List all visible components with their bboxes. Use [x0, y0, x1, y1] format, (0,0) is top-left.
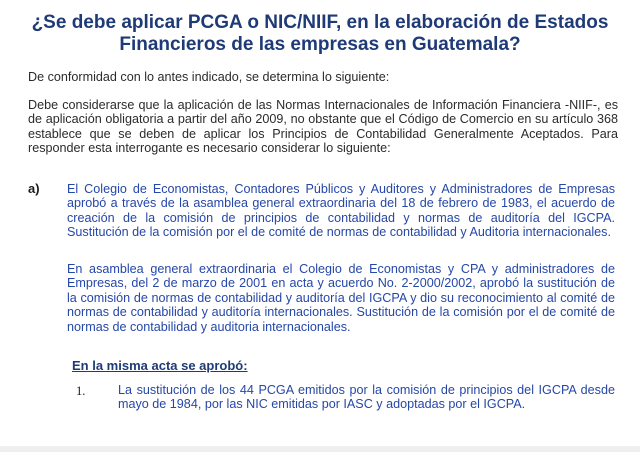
section-a-paragraph-2: En asamblea general extraordinaria el Colegio de Economistas y CPA y administradores de Empresas, del 2 de marzo de 2001 en acta y acuerdo No. 2-2000/2002, aprobó la sustitución de la comisión de normas de contabilidad y auditoría del IGCPA y dio su reconocimiento al comité de normas de contabilidad y auditoría internacionales. Sustitución de la comisión por el de comité de normas de contabilidad y auditoria internacionales.: [67, 262, 615, 334]
page-bottom-edge: [0, 446, 640, 452]
section-a-paragraph-1: El Colegio de Economistas, Contadores Públicos y Auditores y Administradores de Empresas aprobó a través de la asamblea general extraordinaria del 18 de febrero de 1983, el acuerdo de creación de la comisión de principios de contabilidad y normas de auditoría del IGCPA. Sustitución de la comisión por el de comité de normas de contabilidad y Auditoria internacionales.: [67, 182, 615, 240]
body-paragraph: Debe considerarse que la aplicación de las Normas Internacionales de Información Financiera -NIIF-, es de aplicación obligatoria a partir del año 2009, no obstante que el Código de Comercio en su artículo 368 establece que se deben de aplicar los Principios de Contabilidad Generalmente Aceptados. Para responder esta interrogante es necesario considerar lo siguiente:: [28, 98, 618, 156]
subheading: En la misma acta se aprobó:: [72, 358, 248, 373]
list-item: La sustitución de los 44 PCGA emitidos por la comisión de principios del IGCPA desde mayo de 1984, por las NIC emitidas por IASC y adoptadas por el IGCPA.: [118, 383, 615, 412]
list-item-number: 1.: [76, 384, 86, 398]
section-a-label: a): [28, 181, 40, 196]
intro-text: De conformidad con lo antes indicado, se determina lo siguiente:: [28, 70, 390, 84]
page-title: ¿Se debe aplicar PCGA o NIC/NIIF, en la elaboración de Estados Financieros de las empresas en Guatemala?: [31, 12, 609, 55]
